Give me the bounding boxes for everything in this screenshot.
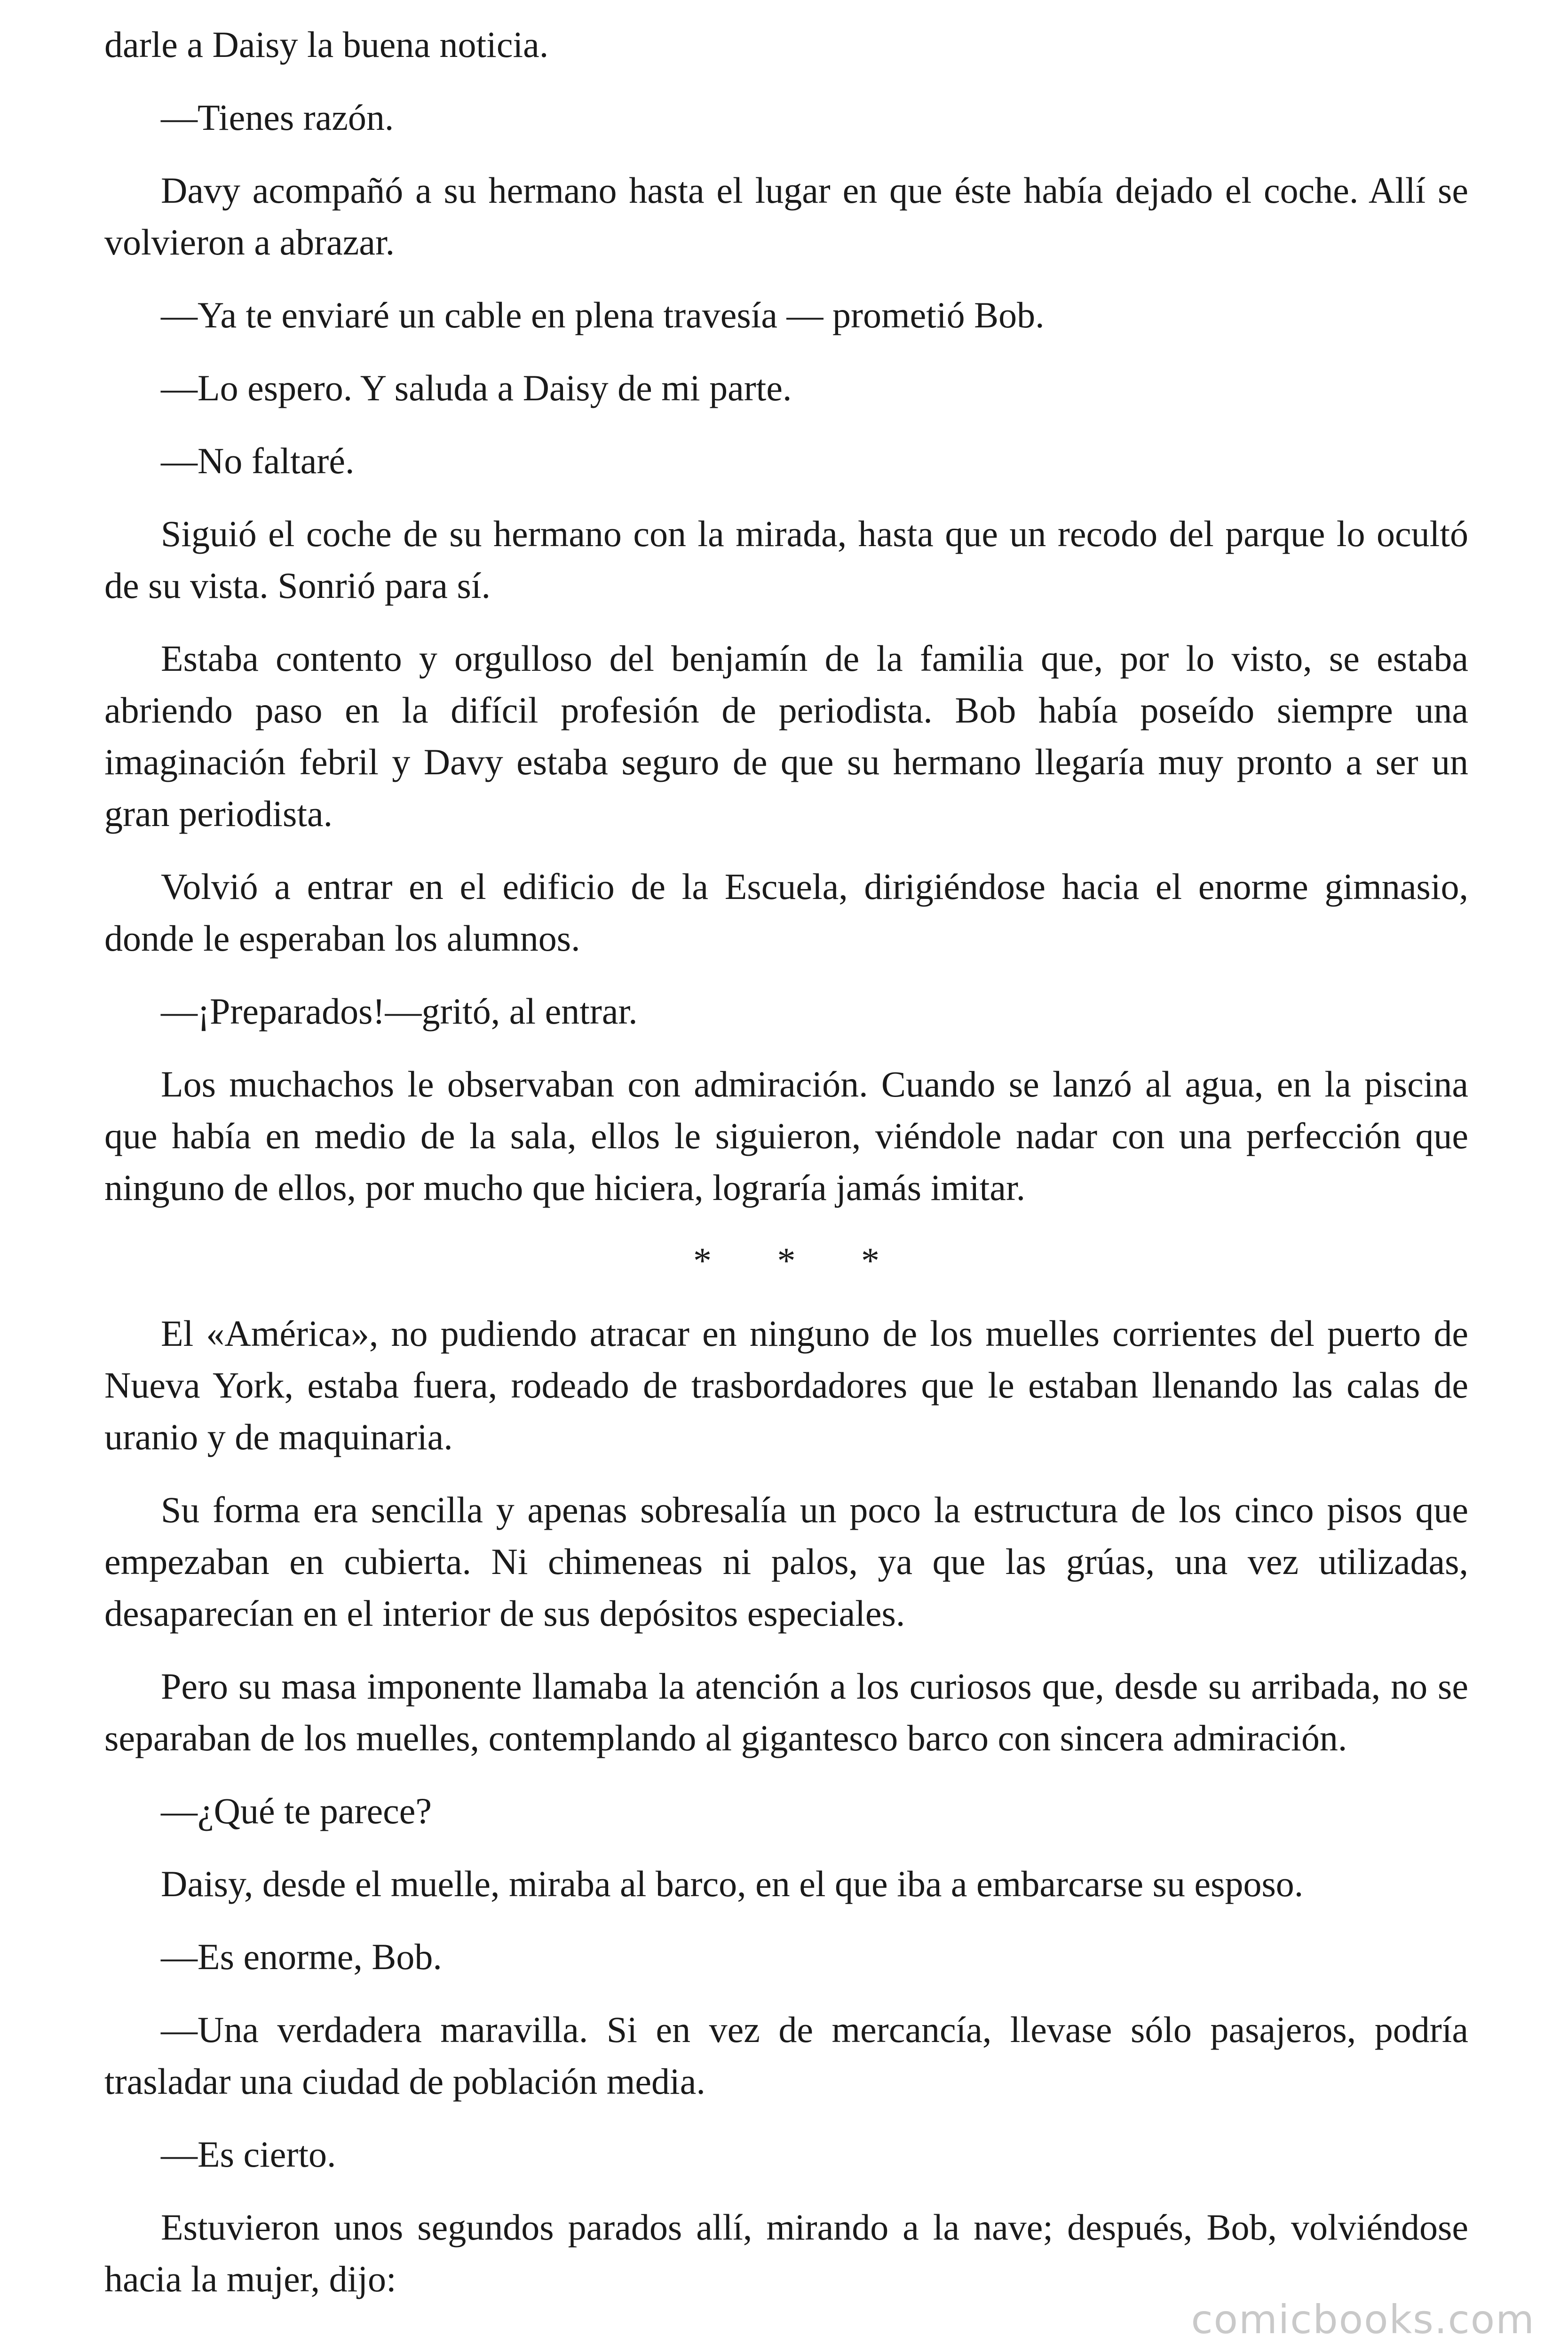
paragraph: —¡Preparados!—gritó, al entrar. [161,991,638,1032]
paragraph: Pero su masa imponente llamaba la atención a los curiosos que, desde su arribada, no se separaban de los muelles, contemplando al gigantesco barco con sincera admiración. [104,1666,1468,1758]
paragraph: —No faltaré. [161,440,355,481]
paragraph: Davy acompañó a su hermano hasta el lugar en que éste había dejado el coche. Allí se volvieron a abrazar. [104,170,1468,262]
paragraph: Volvió a entrar en el edificio de la Escuela, dirigiéndose hacia el enorme gimnasio, donde le esperaban los alumnos. [104,866,1468,959]
paragraph: —Ya te enviaré un cable en plena travesía — prometió Bob. [161,294,1045,335]
watermark: comicbooks.com [1191,2296,1535,2343]
paragraph: Su forma era sencilla y apenas sobresalía un poco la estructura de los cinco pisos que empezaban en cubierta. Ni chimeneas ni palos, ya que las grúas, una vez utilizadas, desaparecían en el interior de sus depósitos especiales. [104,1489,1468,1634]
paragraph: —Una verdadera maravilla. Si en vez de mercancía, llevase sólo pasajeros, podría trasladar una ciudad de población media. [104,2009,1468,2102]
paragraph: —Es cierto. [161,2134,336,2175]
paragraph: El «América», no pudiendo atracar en ninguno de los muelles corrientes del puerto de Nueva York, estaba fuera, rodeado de trasbordadores que le estaban llenando las calas de uranio y de maquinaria. [104,1313,1468,1457]
paragraph: Estaba contento y orgulloso del benjamín de la familia que, por lo visto, se estaba abriendo paso en la difícil profesión de periodista. Bob había poseído siempre una imaginación febril y Davy estaba seguro de que su hermano llegaría muy pronto a ser un gran periodista. [104,638,1468,834]
paragraph: —Es enorme, Bob. [161,1936,442,1977]
page-body [104,19,1468,2326]
section-separator: * * * [693,1240,908,1281]
paragraph: Siguió el coche de su hermano con la mirada, hasta que un recodo del parque lo ocultó de su vista. Sonrió para sí. [104,513,1468,606]
paragraph: Los muchachos le observaban con admiración. Cuando se lanzó al agua, en la piscina que había en medio de la sala, ellos le siguieron, viéndole nadar con una perfección que ninguno de ellos, por mucho que hiciera, lograría jamás imitar. [104,1064,1468,1208]
paragraph: —¿Qué te parece? [161,1790,432,1831]
paragraph: Daisy, desde el muelle, miraba al barco, en el que iba a embarcarse su esposo. [161,1863,1304,1904]
paragraph: —Tienes razón. [161,97,394,138]
paragraph: darle a Daisy la buena noticia. [104,24,549,65]
paragraph: —Lo espero. Y saluda a Daisy de mi parte. [161,367,792,408]
paragraph: Estuvieron unos segundos parados allí, mirando a la nave; después, Bob, volviéndose hacia la mujer, dijo: [104,2207,1468,2299]
